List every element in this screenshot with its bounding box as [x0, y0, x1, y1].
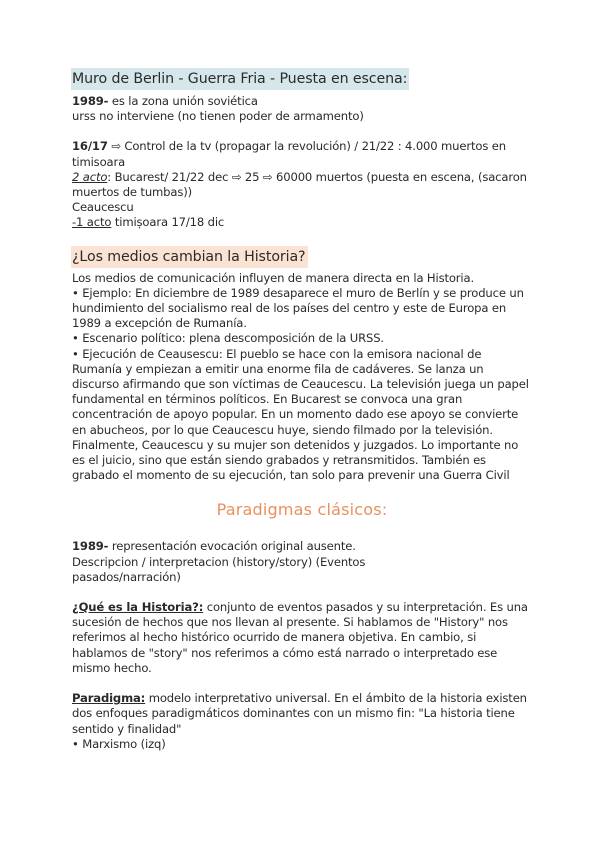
bullet-item: • Escenario político: plena descomposición de la URSS. [72, 331, 384, 346]
note-text: timișoara 17/18 dic [111, 215, 225, 230]
bullet-item: • Ejecución de Ceausescu: El pueblo se hace con la emisora nacional de Rumanía y empiezan a emitir una enorme fila de cadáveres. Se lanza un discurso afirmando que son víctimas de Ceaucescu. La televisión juega un papel fundamental en términos políticos. En Bucarest se convoca una gran concentración de apoyo popular. En un momento dado ese apoyo se convierte en abucheos, por lo que Ceaucescu huye, siendo filmado por la televisión. Finalmente, Ceaucescu y su mujer son detenidos y juzgados. Lo importante no es el juicio, sino que están siendo grabados y retransmitidos. También es grabado el momento de su ejecución, tan solo para prevenir una Guerra Civil [72, 346, 529, 483]
note-text: ⇨ Control de la tv (propagar la revolución) / 21/22 : 4.000 muertos en timisoara [72, 139, 506, 169]
note-text: representación evocación original ausente. [108, 539, 356, 554]
note-line: urss no interviene (no tienen poder de armamento) [72, 109, 364, 124]
note-line [72, 94, 532, 109]
act-label: -1 acto [72, 215, 112, 230]
note-line: Descripcion / interpretacion (history/story) (Eventos pasados/narración) [72, 554, 366, 584]
act-label: 2 acto [72, 169, 108, 184]
bullet-item: • Marxismo (izq) [72, 736, 166, 751]
definition-paragraph [72, 691, 532, 737]
year-label: 1989- [72, 539, 109, 554]
definition-paragraph [72, 600, 532, 676]
definition-text: conjunto de eventos pasados y su interpretación. Es una sucesión de hechos que nos llevan al presente. Si hablamos de "History" nos referimos al hecho histórico ocurrido de manera objetiva. En cambio, si hablamos de "story" nos referimos a cómo está narrado o interpretado ese mismo hecho. [72, 600, 528, 675]
note-text: : Bucarest/ 21/22 dec ⇨ 25 ⇨ 60000 muertos (puesta en escena, (sacaron muertos de tumbas)) [72, 169, 527, 200]
note-line [72, 139, 532, 169]
section-berlin-wall [72, 68, 532, 231]
bullet-item: • Ejemplo: En diciembre de 1989 desaparece el muro de Berlín y se produce un hundimiento del socialismo real de los países del centro y este de Europa en 1989 a excepción de Rumanía. [72, 285, 524, 331]
section-media-history [72, 246, 532, 484]
note-line [72, 170, 532, 200]
note-line [72, 215, 532, 230]
section-heading-berlin-wall: Muro de Berlin - Guerra Fria - Puesta en escena: [71, 68, 409, 90]
definition-text: modelo interpretativo universal. En el ámbito de la historia existen dos enfoques paradigmáticos dominantes con un mismo fin: "La historia tiene sentido y finalidad" [72, 691, 527, 736]
document-page [72, 68, 532, 752]
section-heading-media-history: ¿Los medios cambian la Historia? [71, 246, 308, 268]
date-label: 16/17 [72, 139, 108, 154]
year-label: 1989- [72, 94, 109, 108]
definition-term: Paradigma: [72, 691, 146, 706]
note-text: es la zona unión soviética [111, 94, 258, 108]
section-heading-paradigms: Paradigmas clásicos: [216, 500, 388, 520]
note-line: Ceaucescu [72, 200, 134, 215]
section-paradigms [72, 499, 532, 751]
definition-term: ¿Qué es la Historia?: [72, 600, 204, 615]
paragraph: Los medios de comunicación influyen de manera directa en la Historia. [72, 270, 474, 285]
note-line [72, 539, 532, 554]
